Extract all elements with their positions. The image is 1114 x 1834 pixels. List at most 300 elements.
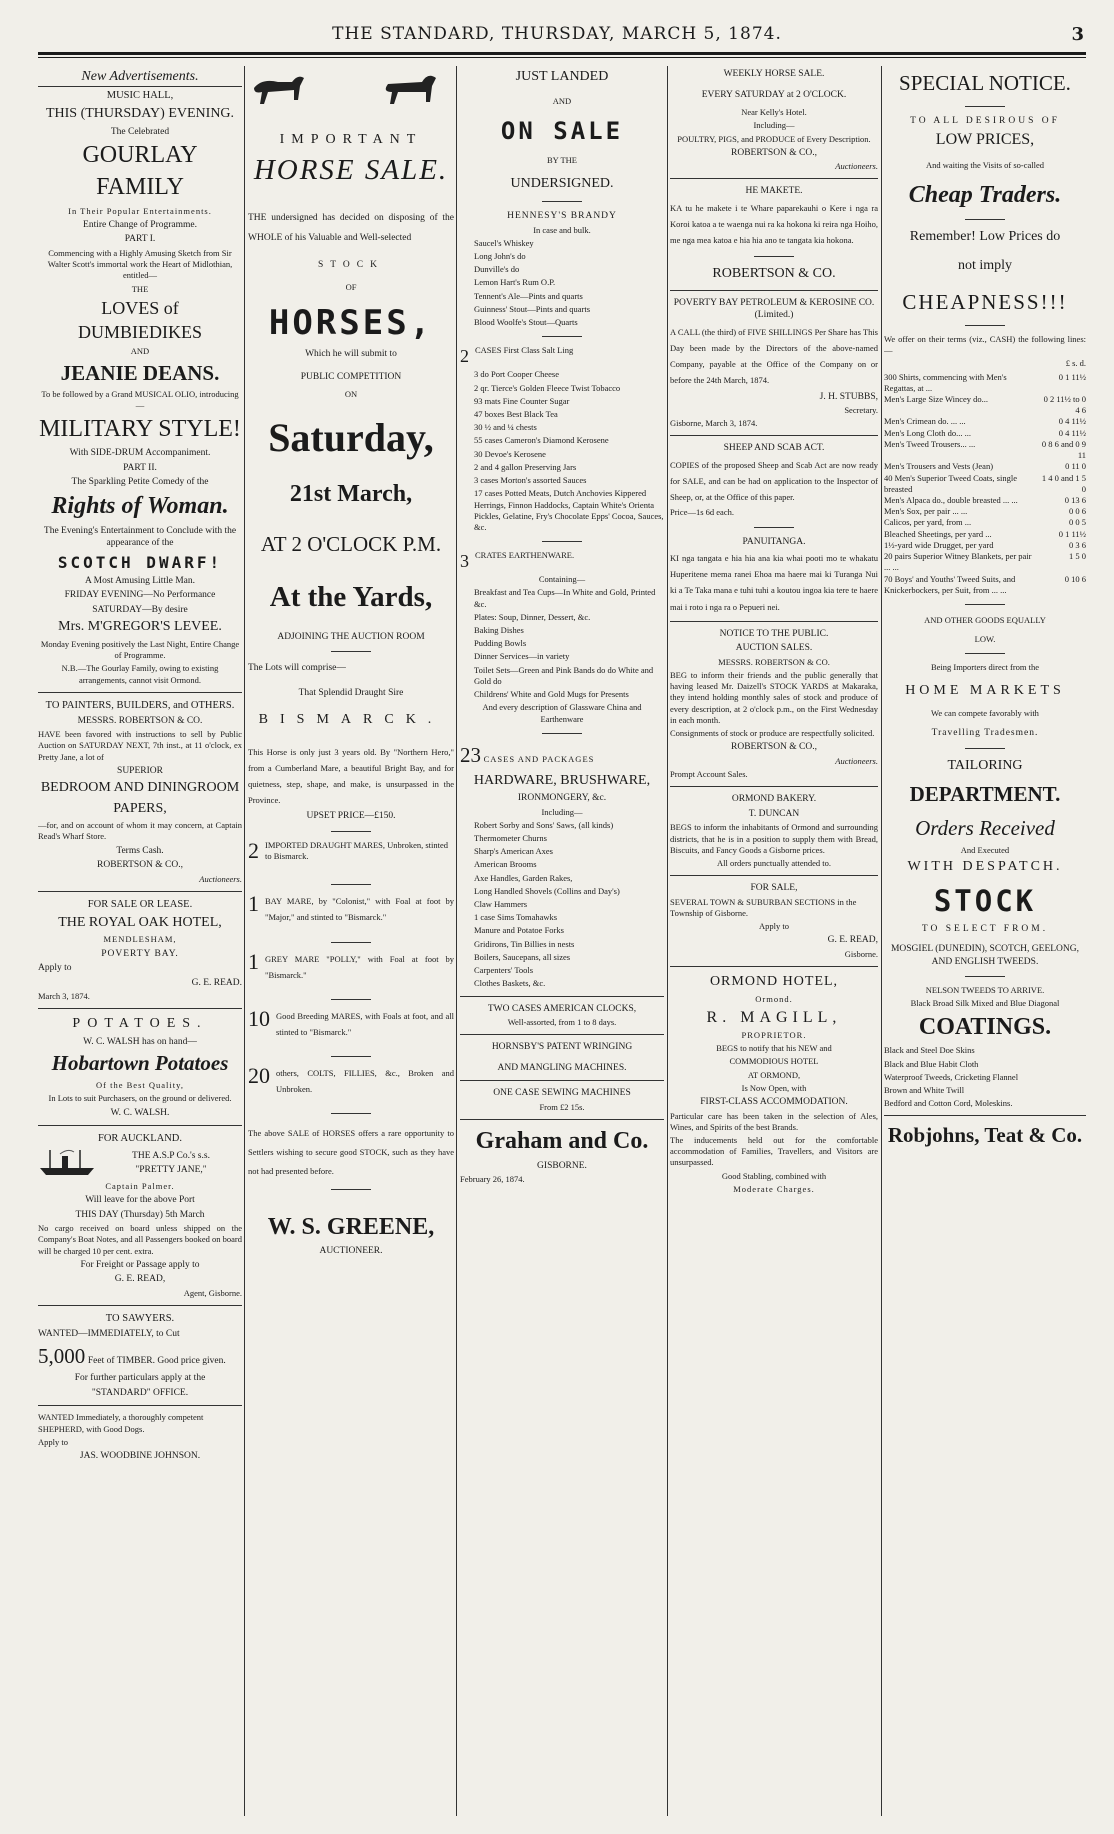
price-value: 1 5 0 bbox=[1069, 551, 1086, 562]
price-item: 300 Shirts, commencing with Men's Regattas, at ... bbox=[884, 371, 1007, 393]
ad-text: The Lots will comprise— bbox=[248, 663, 346, 674]
ad-title: PAPERS, bbox=[113, 800, 167, 816]
list-item: Gridirons, Tin Billies in nests bbox=[474, 938, 575, 949]
price-row bbox=[884, 372, 1086, 394]
list-item: Axe Handles, Garden Rakes, bbox=[474, 872, 573, 883]
ad-text: COMMODIOUS HOTEL bbox=[729, 1056, 819, 1067]
ad-title: At the Yards, bbox=[269, 581, 433, 614]
ad-divider bbox=[542, 541, 582, 542]
ad-text: T. DUNCAN bbox=[748, 808, 800, 819]
ad-text: THE A.S.P Co.'s s.s. bbox=[132, 1150, 210, 1161]
ad-heading: JUST LANDED bbox=[515, 69, 609, 84]
list-item: Pudding Bowls bbox=[474, 638, 527, 649]
list-item: Robert Sorby and Sons' Saws, (all kinds) bbox=[474, 819, 614, 830]
column-divider bbox=[881, 66, 882, 1816]
ad-text: Is Now Open, with bbox=[741, 1082, 807, 1093]
ad-divider bbox=[670, 966, 878, 967]
ad-divider bbox=[38, 1125, 242, 1126]
ad-heading: TO ALL DESIROUS OF bbox=[910, 115, 1060, 126]
ad-heading: PANUITANGA. bbox=[742, 536, 806, 547]
ad-text: Entire Change of Programme. bbox=[83, 219, 197, 230]
ad-body: No cargo received on board unless shipped on the Company's Boat Notes, and all Passengers booked on board will be charged 10 per cent. extra. bbox=[38, 1223, 242, 1256]
ad-text: In Their Popular Entertainments. bbox=[68, 205, 212, 216]
column-1 bbox=[38, 66, 242, 1814]
ad-text: LOW. bbox=[974, 634, 996, 645]
list-item: Plates: Soup, Dinner, Dessert, &c. bbox=[474, 611, 591, 622]
list-item: Breakfast and Tea Cups—In White and Gold, Printed &c. bbox=[474, 587, 656, 609]
ad-heading: FOR SALE OR LEASE. bbox=[87, 898, 193, 910]
ad-divider bbox=[670, 178, 878, 179]
ad-title: COATINGS. bbox=[918, 1013, 1052, 1040]
ad-text: We can compete favorably with bbox=[931, 708, 1039, 719]
ad-title: HOME MARKETS bbox=[905, 682, 1065, 698]
ad-heading: IRONMONGERY, &c. bbox=[517, 792, 607, 803]
ad-divider bbox=[670, 290, 878, 291]
price-value: 1 4 0 and 1 5 0 bbox=[1041, 472, 1086, 494]
horse-illustration-icon bbox=[248, 70, 454, 114]
ad-text: A Most Amusing Little Man. bbox=[84, 575, 196, 586]
ad-heading: AND MANGLING MACHINES. bbox=[497, 1062, 627, 1073]
ad-body: We offer on their terms (viz., CASH) the following lines:— bbox=[884, 333, 1086, 356]
list-item: 17 cases Potted Meats, Dutch Anchovies Kippered Herrings, Finnon Haddocks, Captain White's Orienta Pickles, Gelatine, Fry's Chocolate Epps' Cocoa, Sauces, &c. bbox=[474, 488, 664, 532]
ad-body: THE undersigned has decided on disposing of the WHOLE of his Valuable and Well-selected bbox=[248, 212, 454, 244]
ad-divider bbox=[38, 1008, 242, 1009]
ad-body: BEGS to inform the inhabitants of Ormond and surrounding districts, that he is in a position to supply them with Bread, Biscuits, and Fancy Goods a Gisborne prices. bbox=[670, 822, 878, 855]
goods-list bbox=[460, 369, 664, 533]
ad-body: WANTED—IMMEDIATELY, to Cut bbox=[38, 1329, 180, 1340]
ad-text: Travelling Tradesmen. bbox=[931, 728, 1039, 739]
lot-description: IMPORTED DRAUGHT MARES, Unbroken, stinted to Bismarck. bbox=[265, 839, 449, 862]
lot-number: 1 bbox=[248, 948, 259, 974]
ad-body: The above SALE of HORSES offers a rare opportunity to Settlers wishing to secure good STOCK, such as they have not had presented before. bbox=[248, 1128, 454, 1176]
ad-text: Including— bbox=[753, 120, 795, 131]
ad-title: POTATOES. bbox=[72, 1016, 208, 1032]
ad-divider bbox=[965, 219, 1005, 220]
ad-signature: W. S. GREENE, bbox=[267, 1213, 435, 1240]
ad-heading: SHEEP AND SCAB ACT. bbox=[723, 443, 825, 454]
ad-divider bbox=[460, 996, 664, 997]
column-divider bbox=[244, 66, 245, 1816]
price-value: 0 1 11½ bbox=[1058, 528, 1086, 539]
ad-divider bbox=[331, 1189, 371, 1190]
ad-title: Mrs. M'GREGOR'S LEVEE. bbox=[58, 619, 222, 635]
list-item: 47 boxes Best Black Tea bbox=[474, 408, 558, 419]
ad-divider bbox=[331, 884, 371, 885]
ad-text: Remember! Low Prices do bbox=[909, 229, 1061, 245]
column-divider bbox=[456, 66, 457, 1816]
ad-divider bbox=[965, 748, 1005, 749]
ad-signature: JAS. WOODBINE JOHNSON. bbox=[79, 1451, 201, 1461]
ad-body: A CALL (the third) of FIVE SHILLINGS Per Share has This Day been made by the Directors of the above-named Company, payable at the Office of the Company on or before the 24th March, 1874. bbox=[670, 326, 878, 386]
list-item: 30 Devoe's Kerosene bbox=[474, 448, 546, 459]
ad-text: Prompt Account Sales. bbox=[670, 769, 748, 780]
ad-heading: TAILORING bbox=[947, 757, 1023, 773]
list-item: Dunville's do bbox=[474, 264, 520, 275]
ad-heading: HE MAKETE. bbox=[745, 186, 803, 197]
ad-text: Which he will submit to bbox=[305, 349, 397, 359]
price-item: Bleached Sheetings, per yard ... bbox=[884, 528, 992, 539]
ad-title: BEDROOM AND DININGROOM bbox=[40, 780, 240, 796]
ad-heading: MOSGIEL (DUNEDIN), SCOTCH, GEELONG, AND ENGLISH TWEEDS. bbox=[890, 944, 1080, 967]
lot-number: 23 bbox=[460, 742, 481, 767]
price-item: Men's Trousers and Vests (Jean) bbox=[884, 461, 994, 472]
list-item: Long John's do bbox=[474, 251, 526, 262]
price-value: 0 3 6 bbox=[1069, 539, 1086, 550]
ad-title: SCOTCH DWARF! bbox=[57, 552, 223, 572]
list-item: Childrens' White and Gold Mugs for Presents bbox=[474, 689, 629, 700]
ad-signature: ROBERTSON & CO., bbox=[731, 147, 817, 158]
ad-text: BY THE bbox=[547, 155, 577, 166]
ad-body: COPIES of the proposed Sheep and Scab Act are now ready for SALE, and can be had on application to the Inspector of Sheep, or, at the Office of this paper. bbox=[670, 460, 878, 503]
ad-text: THE bbox=[131, 283, 149, 294]
price-row bbox=[884, 529, 1086, 540]
lot-number: 3 bbox=[460, 551, 469, 572]
ad-signature: Secretary. bbox=[844, 405, 878, 416]
price-row bbox=[884, 574, 1086, 596]
page-number: 3 bbox=[1071, 24, 1084, 45]
goods-list bbox=[460, 820, 664, 990]
ad-body: —for, and on account of whom it may concern, at Captain Read's Wharf Store. bbox=[38, 820, 242, 842]
ad-body: Consignments of stock or produce are respectfully solicited. bbox=[670, 728, 875, 739]
price-row bbox=[884, 540, 1086, 551]
price-value: 0 11 0 bbox=[1065, 461, 1086, 472]
ad-heading: THIS (THURSDAY) EVENING. bbox=[45, 106, 235, 122]
list-item: Black and Blue Habit Cloth bbox=[884, 1058, 979, 1069]
lot-description: GREY MARE "POLLY," with Foal at foot by "Bismarck." bbox=[265, 953, 454, 980]
price-value: 0 13 6 bbox=[1064, 494, 1086, 505]
list-item: American Brooms bbox=[474, 859, 537, 870]
list-item: Thermometer Churns bbox=[474, 832, 547, 843]
ad-heading: TO PAINTERS, BUILDERS, and OTHERS. bbox=[45, 699, 235, 711]
list-item: Waterproof Tweeds, Cricketing Flannel bbox=[884, 1071, 1019, 1082]
ad-text: To be followed by a Grand MUSICAL OLIO, introducing— bbox=[41, 389, 239, 411]
ad-text: POULTRY, PIGS, and PRODUCE of Every Description. bbox=[677, 133, 871, 144]
ad-title: HORSES, bbox=[268, 303, 434, 344]
list-item: Guinness' Stout—Pints and quarts bbox=[474, 303, 591, 314]
ad-text: The Celebrated bbox=[110, 126, 170, 137]
ad-heading: HARDWARE, BRUSHWARE, bbox=[473, 772, 651, 788]
ad-body: HAVE been favored with instructions to sell by Public Auction on SATURDAY NEXT, 7th inst., at 11 o'clock, ex Pretty Jane, a lot of bbox=[38, 729, 242, 762]
ad-text: For Freight or Passage apply to bbox=[80, 1259, 200, 1270]
price-header: £ s. d. bbox=[1065, 358, 1086, 369]
list-item: Toilet Sets—Green and Pink Bands do do White and Gold do bbox=[474, 664, 654, 686]
ad-text: UPSET PRICE—£150. bbox=[306, 811, 396, 822]
price-item: Men's Long Cloth do... ... bbox=[884, 427, 972, 438]
ad-text: Of the Best Quality, bbox=[96, 1080, 184, 1091]
column-5 bbox=[884, 66, 1086, 1814]
ad-text: Price—1s 6d each. bbox=[670, 507, 734, 518]
column-3 bbox=[460, 66, 664, 1814]
ad-body: KA tu he makete i te Whare paparekauhi o Kere i nga ra Koroi katoa a te waenga nui ra ka hokona ki reira nga Hoiho, me nga mea katoa e hia hia ano te tangata kia hokona. bbox=[670, 203, 878, 246]
ad-text: AND bbox=[552, 96, 572, 107]
ad-title: Orders Received bbox=[915, 816, 1055, 840]
ad-body: Particular care has been taken in the selection of Ales, Wines, and Spirits of the best Brands. bbox=[670, 1110, 878, 1132]
price-value: 0 2 11½ to 0 4 6 bbox=[1043, 394, 1086, 416]
ad-divider bbox=[460, 1034, 664, 1035]
list-item: Dinner Services—in variety bbox=[474, 651, 570, 662]
ad-divider bbox=[965, 976, 1005, 977]
ad-text: AT ORMOND, bbox=[747, 1069, 801, 1080]
ad-heading: HORNSBY'S PATENT WRINGING bbox=[491, 1042, 633, 1053]
ad-heading: ORMOND BAKERY. bbox=[731, 794, 817, 805]
list-item: Bedford and Cotton Cord, Moleskins. bbox=[884, 1098, 1013, 1109]
section-header: New Advertisements. bbox=[38, 68, 242, 87]
ad-divider bbox=[754, 256, 794, 257]
ad-signature: ROBERTSON & CO. bbox=[712, 266, 836, 282]
ad-heading: MUSIC HALL, bbox=[106, 90, 174, 102]
lot-description: Good Breeding MARES, with Foals at foot, and all stinted to "Bismarck." bbox=[276, 1010, 454, 1038]
price-value: 0 4 11½ bbox=[1058, 416, 1086, 427]
ad-heading: UNDERSIGNED. bbox=[510, 175, 614, 191]
price-row bbox=[884, 428, 1086, 439]
ad-divider bbox=[965, 653, 1005, 654]
ad-heading: NOTICE TO THE PUBLIC. bbox=[719, 628, 829, 639]
goods-list bbox=[884, 1045, 1086, 1109]
ad-body: Feet of TIMBER. Good price given. bbox=[87, 1355, 226, 1366]
ad-title: STOCK bbox=[933, 884, 1037, 919]
ad-text: And Executed bbox=[960, 844, 1010, 855]
ad-heading: IMPORTANT bbox=[279, 131, 423, 147]
ad-title: DEPARTMENT. bbox=[909, 782, 1061, 807]
ship-ad bbox=[38, 1148, 242, 1179]
list-item: Saucel's Whiskey bbox=[474, 237, 534, 248]
list-item: Long Handled Shovels (Collins and Day's) bbox=[474, 885, 620, 896]
masthead-rule bbox=[38, 52, 1086, 55]
ad-text: The Sparkling Petite Comedy of the bbox=[71, 477, 209, 488]
ad-text: Monday Evening positively the Last Night, Entire Change of Programme. bbox=[40, 638, 240, 661]
list-item: Clothes Baskets, &c. bbox=[474, 978, 546, 989]
ad-signature: W. C. WALSH. bbox=[110, 1107, 170, 1118]
price-item: Men's Crimean do. ... ... bbox=[884, 416, 966, 427]
ad-text: Near Kelly's Hotel. bbox=[741, 107, 807, 118]
ad-signature: G. E. READ. bbox=[191, 977, 242, 988]
ad-title: MILITARY STYLE! bbox=[39, 415, 241, 442]
ad-text: For further particulars apply at the bbox=[74, 1373, 206, 1384]
ad-heading: TWO CASES AMERICAN CLOCKS, bbox=[487, 1003, 637, 1014]
ad-text: The Evening's Entertainment to Conclude with the appearance of the bbox=[43, 525, 237, 549]
ad-text: In case and bulk. bbox=[533, 224, 591, 235]
ad-heading: ONE CASE SEWING MACHINES bbox=[493, 1088, 631, 1099]
ad-signature: Agent, Gisborne. bbox=[183, 1287, 242, 1298]
steamship-icon bbox=[38, 1148, 96, 1178]
price-value: 0 0 5 bbox=[1069, 517, 1086, 528]
ad-signature: AUCTIONEER. bbox=[319, 1246, 383, 1257]
ad-divider bbox=[38, 692, 242, 693]
ad-signature: Robjohns, Teat & Co. bbox=[887, 1123, 1083, 1148]
list-item: Boilers, Saucepans, all sizes bbox=[474, 951, 571, 962]
ad-title: WITH DESPATCH. bbox=[907, 858, 1063, 874]
ad-text: And waiting the Visits of so-called bbox=[925, 160, 1045, 171]
price-row bbox=[884, 473, 1086, 495]
price-item: Men's Tweed Trousers... ... bbox=[884, 438, 976, 449]
column-2 bbox=[248, 66, 454, 1814]
price-row bbox=[884, 461, 1086, 472]
ad-text: not imply bbox=[957, 257, 1013, 273]
ad-text: MENDLESHAM, bbox=[103, 934, 177, 945]
list-item: 3 do Port Cooper Cheese bbox=[474, 369, 559, 380]
price-item: 40 Men's Superior Tweed Coats, single breasted bbox=[884, 472, 1017, 494]
ad-heading: AUCTION SALES. bbox=[735, 643, 813, 654]
ad-text: SATURDAY—By desire bbox=[92, 604, 188, 615]
list-item: 2 and 4 gallon Preserving Jars bbox=[474, 461, 577, 472]
ad-text: Well-assorted, from 1 to 8 days. bbox=[507, 1017, 617, 1028]
price-item: Men's Alpaca do., double breasted ... ... bbox=[884, 494, 1018, 505]
lot-description: BAY MARE, by "Colonist," with Foal at foot by "Major," and stinted to "Bismarck." bbox=[265, 896, 454, 923]
lot-number: 1 bbox=[248, 891, 259, 917]
ad-title: ORMOND HOTEL, bbox=[709, 974, 839, 990]
goods-heading: CASES AND PACKAGES bbox=[483, 753, 595, 764]
price-row bbox=[884, 394, 1086, 416]
masthead bbox=[0, 24, 1114, 46]
ad-text: "STANDARD" OFFICE. bbox=[91, 1387, 189, 1398]
ad-text: STOCK bbox=[318, 260, 384, 271]
ad-signature: J. H. STUBBS, bbox=[819, 391, 878, 402]
ad-body: The inducements held out for the comfortable accommodation of Families, Travellers, and Visitors are unsurpassed. bbox=[670, 1135, 878, 1168]
price-row bbox=[884, 439, 1086, 461]
ad-body: SEVERAL TOWN & SUBURBAN SECTIONS in the Township of Gisborne. bbox=[670, 896, 857, 918]
ad-divider bbox=[965, 325, 1005, 326]
ad-title: "PRETTY JANE," bbox=[135, 1165, 207, 1176]
price-item: 1½-yard wide Drugget, per yard bbox=[884, 539, 994, 550]
goods-heading: CRATES EARTHENWARE. bbox=[475, 550, 575, 561]
list-item: 3 cases Morton's assorted Sauces bbox=[474, 475, 587, 486]
list-item: Manure and Potatoe Forks bbox=[474, 925, 564, 936]
ad-title: CHEAPNESS!!! bbox=[902, 290, 1068, 315]
price-row bbox=[884, 416, 1086, 427]
ad-text: With SIDE-DRUM Accompaniment. bbox=[69, 448, 211, 459]
ad-text: OF bbox=[345, 281, 357, 292]
ad-text: SUPERIOR bbox=[117, 765, 163, 776]
list-item: 93 mats Fine Counter Sugar bbox=[474, 395, 570, 406]
lot-number: 10 bbox=[248, 1005, 270, 1031]
ad-divider bbox=[670, 621, 878, 622]
list-item: Tennent's Ale—Pints and quarts bbox=[474, 290, 583, 301]
price-item: Calicos, per yard, from ... bbox=[884, 517, 972, 528]
price-item: Men's Sox, per pair ... ... bbox=[884, 506, 968, 517]
ad-signature: Graham and Co. bbox=[475, 1128, 649, 1155]
ad-signature: Auctioneers. bbox=[835, 755, 878, 766]
ad-text: ADJOINING THE AUCTION ROOM bbox=[277, 631, 425, 642]
ad-text: POVERTY BAY. bbox=[101, 948, 179, 959]
ad-body: BEG to inform their friends and the public generally that having leased Mr. Daizell's STOCK YARDS at Makaraka, they intend holding monthly sales of stock and produce of every description, at 2 o'clock p.m., on the First Wednesday in each month. bbox=[670, 670, 878, 725]
price-row bbox=[884, 506, 1086, 517]
ad-title: SPECIAL NOTICE. bbox=[899, 71, 1071, 95]
ad-text: ON bbox=[344, 389, 358, 400]
ad-divider bbox=[670, 875, 878, 876]
ad-divider bbox=[460, 1119, 664, 1120]
ad-text: Apply to bbox=[38, 963, 72, 974]
lot-number: 20 bbox=[248, 1063, 270, 1089]
ad-title: THE ROYAL OAK HOTEL, bbox=[58, 914, 222, 930]
ad-signature: G. E. READ, bbox=[827, 935, 878, 946]
ad-text: PUBLIC COMPETITION bbox=[300, 371, 402, 382]
ad-divider bbox=[331, 999, 371, 1000]
ad-divider bbox=[754, 527, 794, 528]
ad-date: March 3, 1874. bbox=[38, 991, 90, 1002]
ad-signature: GISBORNE. bbox=[537, 1160, 587, 1171]
ad-signature: ROBERTSON & CO., bbox=[731, 742, 817, 753]
ad-heading: WEEKLY HORSE SALE. bbox=[723, 69, 825, 79]
list-item: Black and Steel Doe Skins bbox=[884, 1045, 975, 1056]
ad-text: N.B.—The Gourlay Family, owing to existing arrangements, cannot visit Ormond. bbox=[61, 663, 219, 685]
ad-text: And every description of Glassware China and Earthenware bbox=[482, 702, 642, 724]
ad-heading: FIRST-CLASS ACCOMMODATION. bbox=[700, 1097, 848, 1108]
ad-text: That Splendid Draught Sire bbox=[298, 687, 404, 698]
ad-title: ON SALE bbox=[500, 116, 624, 145]
ad-text: Being Importers direct from the bbox=[930, 662, 1040, 673]
ad-number: 5,000 bbox=[38, 1343, 86, 1368]
price-row bbox=[884, 551, 1086, 573]
ad-title: Hobartown Potatoes bbox=[51, 1051, 229, 1076]
list-item: Blood Woolfe's Stout—Quarts bbox=[474, 317, 578, 328]
ad-title: 21st March, bbox=[289, 481, 413, 508]
ad-text: BEGS to notify that his NEW and bbox=[716, 1043, 832, 1054]
newspaper-title: THE STANDARD, THURSDAY, MARCH 5, 1874. bbox=[332, 24, 782, 44]
list-item: 55 cases Cameron's Diamond Kerosene bbox=[474, 435, 609, 446]
ad-heading: TO SAWYERS. bbox=[105, 1313, 175, 1325]
ad-divider bbox=[460, 1080, 664, 1081]
ad-body: KI nga tangata e hia hia ana kia whai pooti mo te whakatu Huperitene mema ranei Ehoa ma haere mai ki Turanga Nui ki a Te Taka mana e tuhi tuhi a koutou ingoa kia tere te haere mai i roto i nga ra o Pepueri nei. bbox=[670, 553, 878, 612]
list-item: Carpenters' Tools bbox=[474, 965, 534, 976]
goods-heading: CASES First Class Salt Ling bbox=[475, 345, 574, 356]
ad-title: Saturday, bbox=[268, 415, 434, 461]
ad-text: Apply to bbox=[759, 921, 789, 932]
list-item: Claw Hammers bbox=[474, 899, 528, 910]
ad-title: Rights of Woman. bbox=[51, 492, 229, 519]
price-value: 0 8 6 and 0 9 11 bbox=[1041, 438, 1086, 461]
list-item: 30 ½ and ¼ chests bbox=[474, 422, 537, 433]
ad-divider bbox=[331, 942, 371, 943]
price-list bbox=[884, 372, 1086, 596]
ad-text: MESSRS. ROBERTSON & CO. bbox=[718, 656, 830, 667]
goods-list bbox=[460, 238, 664, 329]
ad-title: JEANIE DEANS. bbox=[60, 360, 220, 385]
list-item: Brown and White Twill bbox=[884, 1085, 965, 1096]
masthead-rule-thin bbox=[38, 57, 1086, 58]
ad-heading: HENNESY'S BRANDY bbox=[507, 211, 617, 222]
ad-signature: Gisborne. bbox=[844, 948, 878, 959]
ad-heading: EVERY SATURDAY at 2 O'CLOCK. bbox=[701, 89, 847, 100]
ad-title: AT 2 O'CLOCK P.M. bbox=[260, 531, 442, 556]
ad-text: Black Broad Silk Mixed and Blue Diagonal bbox=[910, 998, 1060, 1009]
ad-heading: POVERTY BAY PETROLEUM & KEROSINE CO. (Limited.) bbox=[673, 297, 875, 321]
ad-text: Captain Palmer. bbox=[105, 1180, 175, 1191]
ad-divider bbox=[331, 1113, 371, 1114]
ad-text: PART I. bbox=[124, 234, 156, 245]
ad-divider bbox=[542, 336, 582, 337]
goods-list bbox=[460, 587, 664, 700]
ad-divider bbox=[542, 201, 582, 202]
ad-divider bbox=[331, 1056, 371, 1057]
ad-signature: G. E. READ, bbox=[114, 1274, 166, 1285]
ad-signature: ROBERTSON & CO., bbox=[97, 860, 183, 871]
ad-text: All orders punctually attended to. bbox=[716, 858, 831, 869]
ad-divider bbox=[884, 1115, 1086, 1116]
ad-text: MESSRS. ROBERTSON & CO. bbox=[77, 715, 203, 726]
ad-divider bbox=[670, 786, 878, 787]
ad-divider bbox=[542, 733, 582, 734]
price-item: 20 pairs Superior Witney Blankets, per pair ... ... bbox=[884, 551, 1032, 573]
ad-text: AND bbox=[130, 346, 150, 357]
ad-date: Gisborne, March 3, 1874. bbox=[670, 418, 758, 429]
ad-text: FRIDAY EVENING—No Performance bbox=[64, 590, 216, 601]
price-item: Men's Large Size Wincey do... bbox=[884, 394, 989, 404]
list-item: Baking Dishes bbox=[474, 625, 524, 636]
ad-body: WANTED Immediately, a thoroughly competent SHEPHERD, with Good Dogs. bbox=[38, 1412, 204, 1434]
list-item: 1 case Sims Tomahawks bbox=[474, 912, 558, 923]
ad-title: GOURLAY FAMILY bbox=[82, 142, 198, 200]
ad-text: THIS DAY (Thursday) 5th March bbox=[75, 1209, 205, 1220]
